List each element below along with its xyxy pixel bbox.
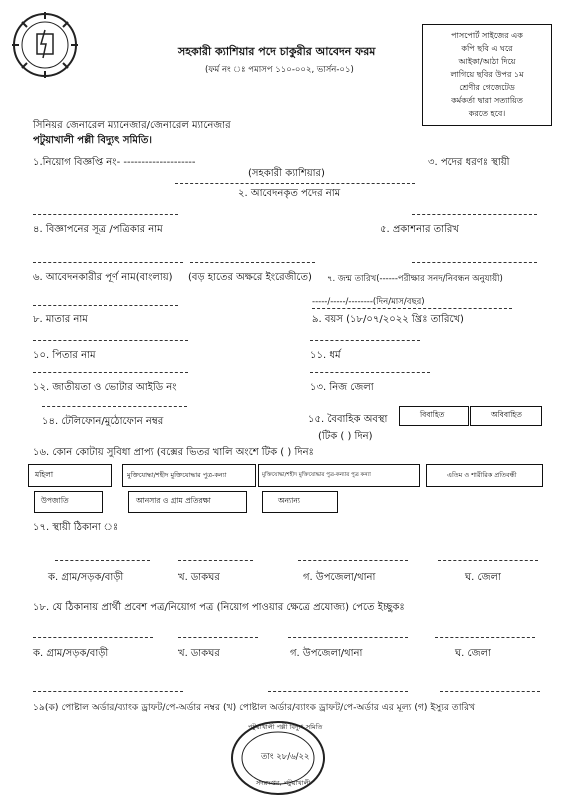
field-name-bangla: ৬. আবেদনকারীর পূর্ণ নাম(বাংলায়): [33, 272, 173, 283]
payment-date-input[interactable]: [440, 691, 540, 692]
perm-post-label: খ. ডাকঘর: [178, 572, 220, 583]
field-permanent-address: ১৭. স্থায়ী ঠিকানা ঃ: [33, 522, 119, 533]
tick-hint: (টিক ( ) দিন): [318, 431, 373, 442]
field-marital-status: ১৫. বৈবাহিক অবস্থা: [308, 414, 388, 425]
quota-other-label: অন্যান্য: [278, 496, 300, 505]
perm-district-input[interactable]: [438, 560, 538, 561]
photo-box[interactable]: [422, 24, 552, 126]
religion-input[interactable]: [310, 340, 420, 341]
perm-upazila-input[interactable]: [298, 560, 408, 561]
form-title: সহকারী ক্যাশিয়ার পদে চাকুরীর আবেদন ফরম: [178, 45, 376, 58]
field-age: ৯. বয়স (১৮/০৭/২০২২ খ্রিঃ তারিখে): [312, 314, 464, 325]
mail-village-label: ক. গ্রাম/সড়ক/বাড়ী: [33, 648, 109, 659]
photo-instruction: লাগিয়ে ছবির উপর ১ম: [450, 70, 524, 79]
mail-district-label: ঘ. জেলা: [455, 648, 491, 659]
mail-post-input[interactable]: [178, 637, 258, 638]
perm-village-label: ক. গ্রাম/সড়ক/বাড়ী: [48, 572, 124, 583]
phone-input[interactable]: [42, 406, 187, 407]
dob-format: -----/-----/--------(দিন/মাস/বছর): [312, 297, 425, 307]
perm-village-input[interactable]: [55, 560, 150, 561]
mail-village-input[interactable]: [33, 637, 153, 638]
age-input[interactable]: [312, 308, 512, 309]
quota-tribal-label: উপজাতি: [41, 496, 69, 505]
post-value: (সহকারী ক্যাশিয়ার): [248, 168, 325, 179]
name-bn-input[interactable]: [33, 262, 183, 263]
field-publish-date: ৫. প্রকাশনার তারিখ: [380, 224, 460, 235]
source-input[interactable]: [33, 214, 178, 215]
dob-input[interactable]: [412, 262, 537, 263]
father-input[interactable]: [33, 340, 188, 341]
payment-number-input[interactable]: [33, 691, 183, 692]
quota-ansar-label: আনসার ও গ্রাম প্রতিরক্ষা: [136, 496, 211, 505]
field-dob: ৭. জন্ম তারিখ(------পরীক্ষার সনদ/নিবন্ধন অনুযায়ী): [327, 274, 503, 284]
perm-district-label: ঘ. জেলা: [465, 572, 501, 583]
field-mailing-address: ১৮. যে ঠিকানায় প্রার্থী প্রবেশ পত্র/নিয়োগ পত্র (নিয়োগ পাওয়ার ক্ষেত্রে প্রযোজ্য) পেতে ইচ্ছুকঃ: [33, 602, 405, 613]
photo-instruction: কপি ছবি এ ঘরে: [461, 44, 513, 53]
mail-upazila-input[interactable]: [288, 637, 408, 638]
photo-instruction: আইকা/আঠা দিয়ে: [458, 57, 516, 66]
married-label: বিবাহিত: [420, 410, 445, 419]
unmarried-label: অবিবাহিত: [491, 410, 522, 419]
photo-instruction: শ্রেণীর গেজেটেড: [459, 83, 515, 92]
seal-stamp: [228, 716, 328, 796]
seal-ring-text: পটুয়াখালী পল্লী বিদ্যুৎ সমিতি: [248, 723, 323, 731]
form-number: (ফর্ম নং ঃ পমাসপ ১১০-০০২, ভার্সন-০১): [205, 65, 354, 75]
quota-ff-grand-label: মুক্তিযোদ্ধা/শহীদ মুক্তিযোদ্ধার পুত্র-কন্যার পুত্র কন্যা: [262, 472, 371, 478]
field-father-name: ১০. পিতার নাম: [33, 350, 96, 361]
seal-date: তাং ২৮/৬/২২: [261, 752, 310, 762]
quota-other-checkbox[interactable]: [262, 491, 338, 513]
field-post-type: ৩. পদের ধরণঃ স্থায়ী: [428, 157, 510, 168]
organization-name: পটুয়াখালী পল্লী বিদ্যুৎ সমিতি।: [33, 135, 152, 146]
field-post-name: ২. আবেদনকৃত পদের নাম: [238, 188, 341, 199]
field-phone: ১৪. টেলিফোন/মুঠোফোন নম্বর: [42, 416, 164, 427]
mail-post-label: খ. ডাকঘর: [178, 648, 220, 659]
photo-instruction: করতে হবে।: [468, 109, 506, 118]
field-name-english: (বড় হাতের অক্ষরে ইংরেজীতে): [188, 272, 312, 283]
field-payment: ১৯(ক) পোষ্টাল অর্ডার/ব্যাংক ড্রাফট/পে-অর্ডার নম্বর (খ) পোষ্টাল অর্ডার/ব্যাংক ড্রাফট/পে-অর্ডার এর মূল্য (গ) ইস্যুর তারিখ: [33, 702, 476, 713]
field-recruitment-notice[interactable]: ১.নিয়োগ বিজ্ঞপ্তি নং- --------------------: [33, 157, 196, 168]
field-home-district: ১৩. নিজ জেলা: [310, 382, 374, 393]
perm-post-input[interactable]: [178, 560, 253, 561]
photo-instruction: কর্মকর্তা দ্বারা সত্যায়িত: [451, 96, 523, 105]
payment-amount-input[interactable]: [268, 691, 408, 692]
mail-district-input[interactable]: [435, 637, 535, 638]
name-en-input[interactable]: [190, 262, 315, 263]
mail-upazila-label: গ. উপজেলা/থানা: [290, 648, 363, 659]
field-ad-source: ৪. বিজ্ঞাপনের সূত্র /পত্রিকার নাম: [33, 224, 163, 235]
field-mother-name: ৮. মাতার নাম: [33, 314, 88, 325]
quota-orphan-label: এতিম ও শারীরিক প্রতিবন্ধী: [447, 471, 517, 479]
mother-input[interactable]: [33, 305, 178, 306]
addressee: সিনিয়র জেনারেল ম্যানেজার/জেনারেল ম্যানেজার: [33, 120, 231, 131]
post-line: [175, 183, 415, 184]
photo-instruction: পাসপোর্ট সাইজের এক: [451, 31, 523, 40]
field-religion: ১১. ধর্ম: [310, 350, 341, 361]
perm-upazila-label: গ. উপজেলা/থানা: [303, 572, 376, 583]
field-quota: ১৬. কোন কোটায় সুবিধা প্রাপ্য (বক্সের ভিতর খালি অংশে টিক ( ) দিনঃ: [33, 447, 314, 458]
quota-female-label: মহিলা: [35, 470, 54, 479]
district-input[interactable]: [310, 372, 430, 373]
quota-ff-child-label: মুক্তিযোদ্ধা/শহীদ মুক্তিযোদ্ধার পুত্র-কন্যা: [127, 471, 227, 479]
org-logo-icon: [10, 10, 80, 80]
field-nid: ১২. জাতীয়তা ও ভোটার আইডি নং: [33, 382, 177, 393]
seal-place: সদরদপ্তর, পটুয়াখালী: [256, 779, 311, 787]
nid-input[interactable]: [33, 372, 188, 373]
publish-date-input[interactable]: [412, 214, 537, 215]
